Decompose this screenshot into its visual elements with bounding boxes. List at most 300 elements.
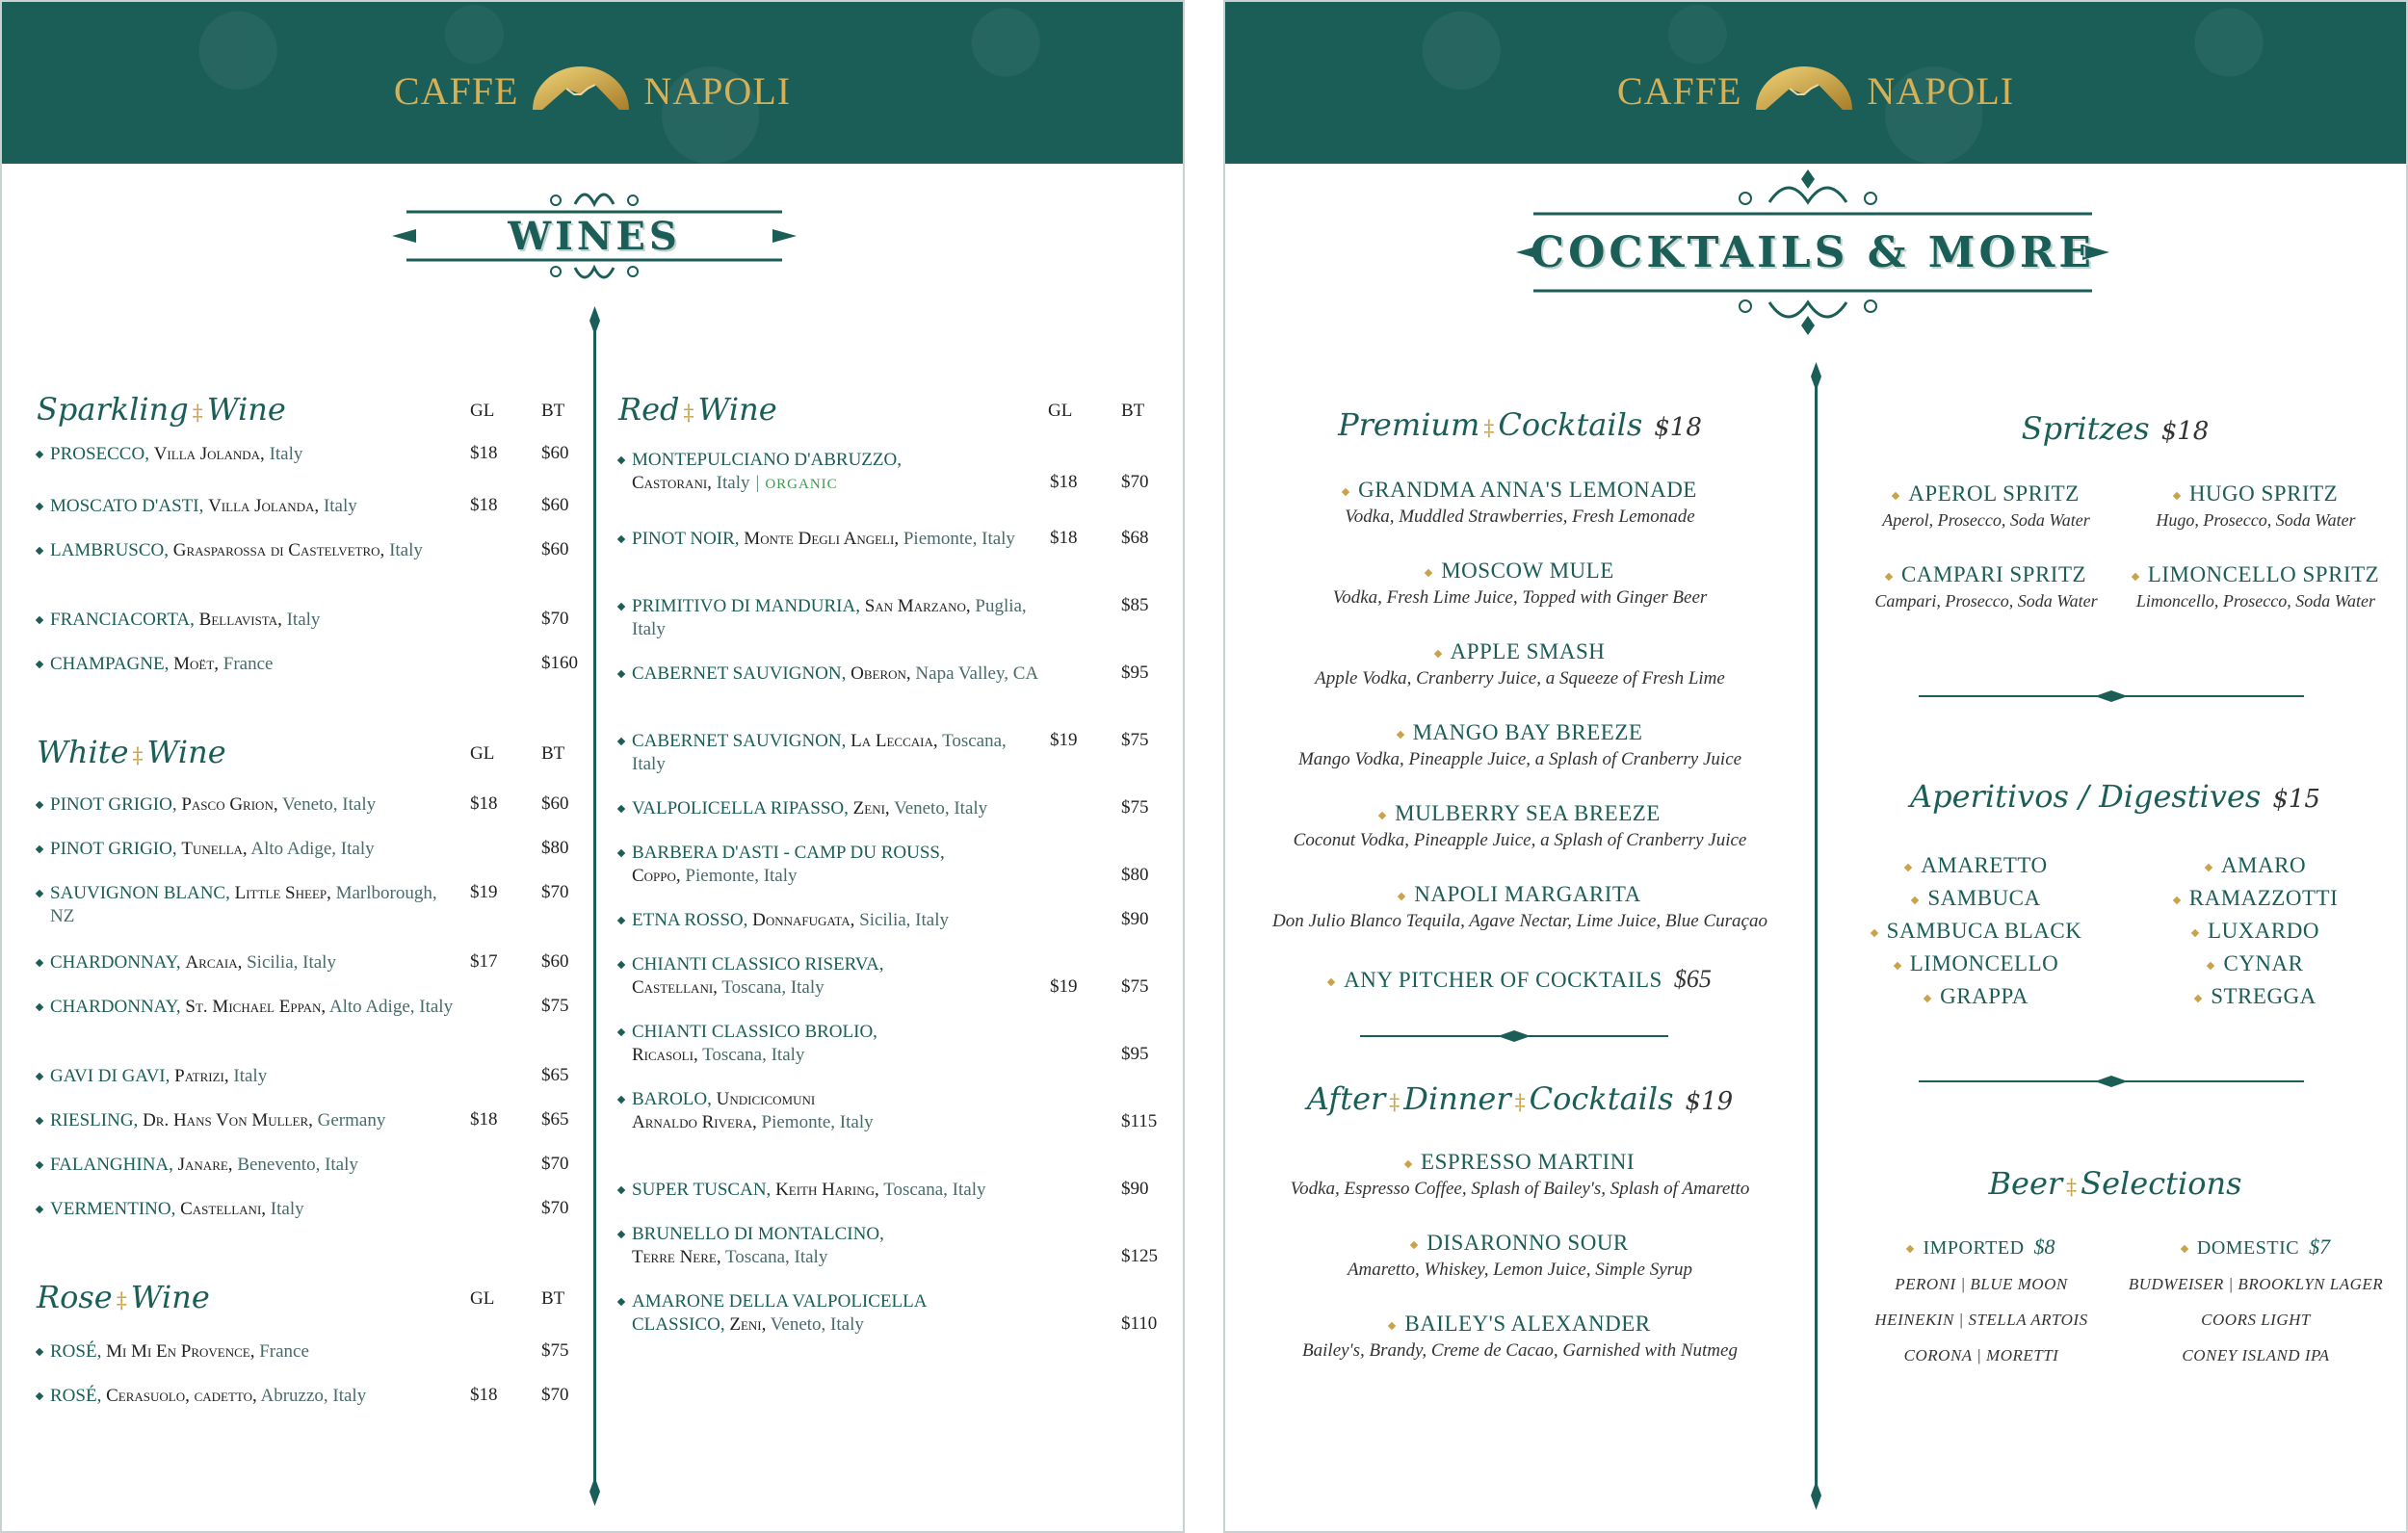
wine-name: CHAMPAGNE, (50, 654, 170, 674)
glass-price: $18 (470, 1385, 498, 1405)
aperitivo-name-text: AMARETTO (1921, 853, 2048, 877)
pitcher-item: ANY PITCHER OF COCKTAILS $65 (1225, 965, 1815, 994)
aperitivo-name (2121, 919, 2391, 944)
wine-row (37, 1065, 460, 1088)
cocktail-name (1225, 478, 1815, 503)
wine-row (618, 730, 1042, 776)
wines-title: WINES (508, 213, 681, 259)
wine-producer: Cerasuolo, cadetto, (106, 1386, 257, 1406)
aperitivo-name-text: LIMONCELLO (1909, 951, 2059, 975)
aperitivo-name-text: LUXARDO (2208, 919, 2319, 943)
wine-region: Puglia, Italy (632, 596, 1027, 639)
wine-name: LAMBRUSCO, (50, 540, 169, 560)
wine-name-line (618, 1021, 1042, 1067)
cocktail-description: Bailey's, Brandy, Creme de Cacao, Garnished with Nutmeg (1302, 1340, 1738, 1361)
section-divider (1919, 695, 2304, 697)
aperitivo-name-text: RAMAZZOTTI (2188, 886, 2339, 910)
wine-region: Toscana, Italy (725, 1247, 828, 1267)
section-title: Red ‡ Wine (618, 391, 777, 428)
wine-name-line (37, 793, 460, 817)
aperitivo-name (1842, 951, 2111, 976)
wine-region: Germany (317, 1110, 386, 1130)
wine-name: FRANCIACORTA, (50, 610, 195, 630)
cocktail-description: Vodka, Muddled Strawberries, Fresh Lemonade (1345, 507, 1695, 527)
bottle-price: $85 (1121, 595, 1149, 615)
wine-region: Italy (270, 1199, 304, 1219)
wine-row (37, 951, 460, 974)
wine-producer: La Leccaia, (851, 731, 938, 751)
wine-name-line (618, 1179, 1042, 1202)
gl-header: GL (470, 743, 495, 764)
wine-name-line (618, 528, 1042, 551)
column-divider (1815, 368, 1818, 1504)
section-divider (1360, 1035, 1668, 1037)
wine-name: ROSÉ, (50, 1341, 102, 1362)
wine-row (37, 539, 460, 562)
wine-name: ROSÉ, (50, 1386, 102, 1406)
spritz-description: Limoncello, Prosecco, Soda Water (2135, 591, 2376, 611)
wine-name-line (618, 595, 1042, 641)
wine-name: BRUNELLO DI MONTALCINO, (632, 1224, 884, 1244)
wine-name: MOSCATO D'ASTI, (50, 496, 204, 516)
wine-name: VALPOLICELLA RIPASSO, (632, 798, 849, 818)
bullet-icon (1911, 896, 1919, 903)
wine-region: Italy (286, 610, 321, 630)
cocktail-menu-page (1223, 0, 2408, 1533)
wine-name-line (618, 842, 1042, 888)
bullet-icon (1870, 928, 1877, 936)
sparkling-wine-section (37, 377, 576, 431)
wine-producer: St. Michael Eppan, (185, 997, 327, 1017)
cocktails-title: COCKTAILS & MORE (1531, 227, 2095, 277)
wine-region: Italy (389, 540, 423, 560)
wine-producer: Dr. Hans Von Muller, (143, 1110, 313, 1130)
wine-name-line (37, 539, 460, 562)
aperitivo-item (2121, 984, 2391, 1009)
wine-name: BAROLO, (632, 1089, 712, 1109)
spritz-name (2111, 481, 2400, 507)
bottle-price: $60 (541, 793, 569, 814)
bullet-icon (2191, 928, 2199, 936)
wine-region: Veneto, Italy (894, 798, 988, 818)
bottle-price: $75 (1121, 976, 1149, 997)
bullet-icon (1892, 491, 1899, 499)
beer-row: HEINEKIN | STELLA ARTOIS (1874, 1311, 2088, 1329)
aperitivo-name-text: CYNAR (2223, 951, 2304, 975)
wines-title-banner (387, 183, 801, 289)
wine-name-line (37, 1198, 460, 1221)
bt-header: BT (1121, 401, 1145, 421)
wine-region: Piemonte, Italy (685, 866, 798, 886)
wine-row (618, 1088, 1042, 1134)
cocktail-name (1225, 639, 1815, 664)
aperitivo-name (2121, 951, 2391, 976)
bullet-icon (2194, 994, 2202, 1001)
header-banner (1225, 2, 2406, 164)
glass-price: $18 (1050, 528, 1078, 548)
bullet-icon (2207, 961, 2214, 969)
wine-name-line (37, 1340, 460, 1364)
aperitivo-name (2121, 853, 2391, 878)
cocktail-name (1225, 882, 1815, 907)
wine-region: Alto Adige, Italy (250, 839, 375, 859)
wine-name: SAUVIGNON BLANC, (50, 883, 230, 903)
wine-name-line (618, 1290, 1042, 1337)
bt-header: BT (541, 1288, 565, 1309)
bullet-icon (1396, 730, 1403, 738)
bottle-price: $65 (541, 1065, 569, 1085)
wine-name: GAVI DI GAVI, (50, 1066, 170, 1086)
spritz-description: Hugo, Prosecco, Soda Water (2156, 510, 2356, 530)
bullet-icon (1410, 1240, 1418, 1248)
wine-name: PRIMITIVO DI MANDURIA, (632, 596, 860, 616)
cocktail-item (1225, 1312, 1815, 1362)
spritzes-title: Spritzes $18 (2021, 410, 2210, 447)
wine-producer: Mi Mi En Provence, (106, 1341, 255, 1362)
glass-price: $19 (1050, 976, 1078, 997)
aperitivo-name-text: GRAPPA (1940, 984, 2028, 1008)
cocktail-name-text: GRANDMA ANNA'S LEMONADE (1358, 478, 1697, 502)
spritz-name-text: CAMPARI SPRITZ (1900, 562, 2087, 586)
wine-name: PROSECCO, (50, 444, 149, 464)
bt-header: BT (541, 743, 565, 764)
glass-price: $18 (470, 1109, 498, 1130)
wine-row (618, 595, 1042, 641)
bottle-price: $60 (541, 443, 569, 463)
spritz-name (2111, 562, 2400, 587)
wine-row (37, 653, 460, 676)
wine-name-line (37, 951, 460, 974)
aperitivo-item (1842, 919, 2111, 944)
wine-row (618, 842, 1042, 888)
bottle-price: $80 (1121, 865, 1149, 885)
wine-name-line (618, 909, 1042, 932)
bottle-price: $160 (541, 653, 578, 673)
glass-price: $19 (1050, 730, 1078, 750)
spritz-item (2111, 562, 2400, 611)
wine-menu-page (0, 0, 1185, 1533)
cocktail-name (1225, 1312, 1815, 1337)
wine-producer-cont: Arnaldo Rivera, (632, 1112, 757, 1132)
rose-wine-section (37, 1265, 576, 1319)
cocktails-title-banner (1514, 166, 2111, 339)
aperitivos-title: Aperitivos / Digestives $15 (1910, 778, 2320, 815)
wine-producer: Little Sheep, (234, 883, 331, 903)
wine-producer: Zeni, (852, 798, 890, 818)
wine-name: CHARDONNAY, (50, 952, 181, 973)
wine-name: RIESLING, (50, 1110, 139, 1130)
wine-name: PINOT NOIR, (632, 529, 740, 549)
wine-name-line (37, 1385, 460, 1408)
gl-header: GL (470, 1288, 495, 1309)
spritz-name (1842, 562, 2131, 587)
aperitivo-name (2121, 886, 2391, 911)
wine-name: BARBERA D'ASTI - CAMP DU ROUSS, (632, 843, 945, 863)
wine-name-line (618, 730, 1042, 776)
cocktail-name-text: BAILEY'S ALEXANDER (1404, 1312, 1651, 1336)
wine-region: Toscana, Italy (883, 1180, 986, 1200)
wine-row (37, 996, 460, 1019)
cocktail-item (1225, 1231, 1815, 1281)
organic-badge: ORGANIC (765, 477, 838, 492)
logo-text-left: CAFFE (393, 68, 519, 113)
premium-cocktails-title: Premium ‡ Cocktails $18 (1338, 406, 1702, 443)
wine-producer: Villa Jolanda, (208, 496, 320, 516)
aperitivo-name (1842, 886, 2111, 911)
wine-row (618, 663, 1042, 686)
glass-price: $18 (470, 793, 498, 814)
wine-region: Toscana, Italy (721, 977, 824, 998)
cocktail-item (1225, 559, 1815, 609)
aperitivo-name-text: SAMBUCA BLACK (1886, 919, 2082, 943)
cocktail-name (1225, 801, 1815, 826)
bottle-price: $65 (541, 1109, 569, 1130)
bottle-price: $90 (1121, 909, 1149, 929)
bullet-icon (1342, 487, 1349, 495)
wine-name-line (37, 1109, 460, 1132)
spritz-name-text: HUGO SPRITZ (2188, 481, 2339, 506)
beer-row: BUDWEISER | BROOKLYN LAGER (2128, 1275, 2384, 1293)
beer-row: CONEY ISLAND IPA (2182, 1346, 2330, 1364)
wine-name-line (37, 996, 460, 1019)
bt-header: BT (541, 401, 565, 421)
bottle-price: $80 (541, 838, 569, 858)
wine-region: Italy (323, 496, 357, 516)
bottle-price: $75 (541, 996, 569, 1016)
wine-row (618, 1179, 1042, 1202)
wine-region: Veneto, Italy (770, 1314, 864, 1335)
bottle-price: $95 (1121, 663, 1149, 683)
glass-price: $18 (470, 495, 498, 515)
bottle-price: $70 (541, 609, 569, 629)
bullet-icon (1404, 1159, 1412, 1167)
bottle-price: $75 (1121, 730, 1149, 750)
wine-name-line (37, 495, 460, 518)
spritz-name-text: LIMONCELLO SPRITZ (2147, 562, 2380, 586)
wine-producer: Monte Degli Angeli, (744, 529, 900, 549)
wine-name: CABERNET SAUVIGNON, (632, 731, 847, 751)
wine-name: AMARONE DELLA VALPOLICELLA (632, 1291, 928, 1312)
cocktail-item (1225, 882, 1815, 932)
wine-producer: San Marzano, (864, 596, 971, 616)
wine-region: Sicilia, Italy (859, 910, 949, 930)
wine-name-line (618, 1088, 1042, 1134)
wine-producer: Keith Haring, (775, 1180, 879, 1200)
bullet-icon (1388, 1321, 1396, 1329)
cocktail-name (1225, 1231, 1815, 1256)
wine-region: Alto Adige, Italy (328, 997, 454, 1017)
wine-name: PINOT GRIGIO, (50, 794, 177, 815)
wine-name-line (618, 663, 1042, 686)
bullet-icon (1904, 863, 1912, 870)
bottle-price: $60 (541, 539, 569, 559)
spritz-name (1842, 481, 2131, 507)
aperitivo-item (2121, 919, 2391, 944)
wine-region: Piemonte, Italy (761, 1112, 874, 1132)
wine-producer: Villa Jolanda, (153, 444, 265, 464)
wine-row (618, 1290, 1042, 1337)
bottle-price: $70 (541, 1198, 569, 1218)
wine-name: FALANGHINA, (50, 1155, 173, 1175)
wine-name-line (37, 609, 460, 632)
vesuvius-logo-icon (1751, 62, 1857, 119)
bottle-price: $75 (541, 1340, 569, 1361)
cocktail-description: Coconut Vodka, Pineapple Juice, a Splash of Cranberry Juice (1293, 830, 1747, 850)
wine-row (37, 609, 460, 632)
wine-region: Abruzzo, Italy (260, 1386, 367, 1406)
wine-row (618, 528, 1042, 551)
aperitivo-item (1842, 886, 2111, 911)
beer-row: COORS LIGHT (2201, 1311, 2311, 1329)
wine-row (37, 1154, 460, 1177)
cocktail-item (1225, 801, 1815, 851)
section-header (37, 377, 576, 431)
bottle-price: $70 (541, 1154, 569, 1174)
wine-row (618, 953, 1042, 1000)
wine-name-cont: CLASSICO, (632, 1314, 725, 1335)
glass-price: $17 (470, 951, 498, 972)
bottle-price: $90 (1121, 1179, 1149, 1199)
glass-price: $18 (1050, 472, 1078, 492)
wine-row (37, 443, 460, 466)
aperitivo-item (1842, 984, 2111, 1009)
section-title: Sparkling ‡ Wine (37, 391, 286, 428)
cocktail-name-text: MOSCOW MULE (1441, 559, 1614, 583)
wine-name: SUPER TUSCAN, (632, 1180, 772, 1200)
wine-name: PINOT GRIGIO, (50, 839, 177, 859)
separator: | (755, 473, 760, 493)
bottle-price: $95 (1121, 1044, 1149, 1064)
cocktail-name (1225, 720, 1815, 745)
wine-producer: Undicicomuni (716, 1089, 816, 1109)
wine-name-line (37, 882, 460, 928)
wine-region: Italy (269, 444, 303, 464)
aperitivo-item (1842, 853, 2111, 878)
cocktail-description: Apple Vodka, Cranberry Juice, a Squeeze of Fresh Lime (1315, 668, 1725, 689)
imported-beer-header: IMPORTED $8 (1842, 1234, 2121, 1260)
wine-row (618, 909, 1042, 932)
bottle-price: $70 (1121, 472, 1149, 492)
wine-row (618, 1021, 1042, 1067)
wine-producer: Donnafugata, (752, 910, 855, 930)
bottle-price: $60 (541, 495, 569, 515)
wine-name: MONTEPULCIANO D'ABRUZZO, (632, 450, 902, 470)
bottle-price: $115 (1121, 1111, 1158, 1131)
aperitivo-name-text: AMARO (2220, 853, 2307, 877)
aperitivo-name-text: STREGGA (2211, 984, 2316, 1008)
spritz-item (2111, 481, 2400, 531)
bullet-icon (1378, 811, 1386, 818)
bullet-icon (1894, 961, 1901, 969)
bottle-price: $70 (541, 1385, 569, 1405)
wine-producer: Castorani, (632, 473, 712, 493)
wine-producer: Castellani, (632, 977, 718, 998)
aperitivo-name (1842, 984, 2111, 1009)
red-wine-section (618, 377, 1158, 431)
white-wine-section (37, 720, 576, 774)
cocktail-name (1225, 559, 1815, 584)
logo-text-right: NAPOLI (643, 68, 792, 113)
wine-region: Italy (233, 1066, 268, 1086)
wine-name: CHIANTI CLASSICO BROLIO, (632, 1022, 877, 1042)
wine-name-line (37, 838, 460, 861)
logo (1225, 62, 2406, 119)
wine-row (37, 838, 460, 861)
bottle-price: $110 (1121, 1313, 1158, 1334)
section-divider (1919, 1080, 2304, 1082)
wine-name: VERMENTINO, (50, 1199, 176, 1219)
domestic-beer-header: DOMESTIC $7 (2111, 1234, 2400, 1260)
aperitivo-item (2121, 951, 2391, 976)
gl-header: GL (1048, 401, 1073, 421)
glass-price: $18 (470, 443, 498, 463)
section-header (37, 720, 576, 774)
aperitivo-name (2121, 984, 2391, 1009)
cocktail-description: Vodka, Espresso Coffee, Splash of Bailey's, Splash of Amaretto (1290, 1179, 1750, 1199)
bullet-icon (1425, 568, 1432, 576)
wine-region: France (259, 1341, 309, 1362)
logo-text-left: CAFFE (1616, 68, 1742, 113)
wine-name-line (37, 1065, 460, 1088)
cocktail-item (1225, 478, 1815, 528)
cocktail-item (1225, 639, 1815, 689)
bullet-icon (1924, 994, 1931, 1001)
aperitivo-item (2121, 853, 2391, 878)
spritz-description: Aperol, Prosecco, Soda Water (1882, 510, 2090, 530)
spritz-name-text: APEROL SPRITZ (1908, 481, 2080, 506)
wine-producer: Moët, (173, 654, 220, 674)
wine-name-line (618, 449, 1042, 496)
cocktail-item (1225, 1150, 1815, 1200)
wine-row (618, 797, 1042, 820)
wine-row (37, 793, 460, 817)
wine-producer: Arcaia, (185, 952, 243, 973)
bottle-price: $68 (1121, 528, 1149, 548)
spritz-item (1842, 562, 2131, 611)
wine-name-line (37, 653, 460, 676)
wine-region: Veneto, Italy (282, 794, 377, 815)
wine-row (618, 449, 1042, 496)
wine-producer: Patrizi, (174, 1066, 229, 1086)
wine-name-line (37, 1154, 460, 1177)
wine-row (37, 882, 460, 928)
glass-price: $19 (470, 882, 498, 902)
section-header (37, 1265, 576, 1319)
cocktail-item (1225, 720, 1815, 770)
wine-region: Toscana, Italy (632, 731, 1007, 774)
bullet-icon (1433, 649, 1441, 657)
wine-producer: Oberon, (851, 663, 911, 684)
section-title: Rose ‡ Wine (37, 1279, 210, 1315)
cocktail-name-text: MANGO BAY BREEZE (1412, 720, 1643, 744)
wine-name-line (618, 953, 1042, 1000)
wine-producer: Tunella, (181, 839, 248, 859)
bullet-icon (2205, 863, 2212, 870)
section-title: White ‡ Wine (37, 734, 226, 770)
wine-region: Italy (716, 473, 750, 493)
wine-producer: Janare, (177, 1155, 233, 1175)
bullet-icon (1885, 572, 1893, 580)
wine-region: Toscana, Italy (702, 1045, 805, 1065)
bottle-price: $125 (1121, 1246, 1158, 1266)
logo (2, 62, 1183, 119)
wine-region: Benevento, Italy (237, 1155, 358, 1175)
column-divider (593, 312, 596, 1500)
after-dinner-cocktails-title: After ‡ Dinner ‡ Cocktails $19 (1306, 1080, 1734, 1117)
wine-producer: Bellavista, (198, 610, 282, 630)
spritz-description: Campari, Prosecco, Soda Water (1874, 591, 2098, 611)
aperitivo-name (1842, 853, 2111, 878)
